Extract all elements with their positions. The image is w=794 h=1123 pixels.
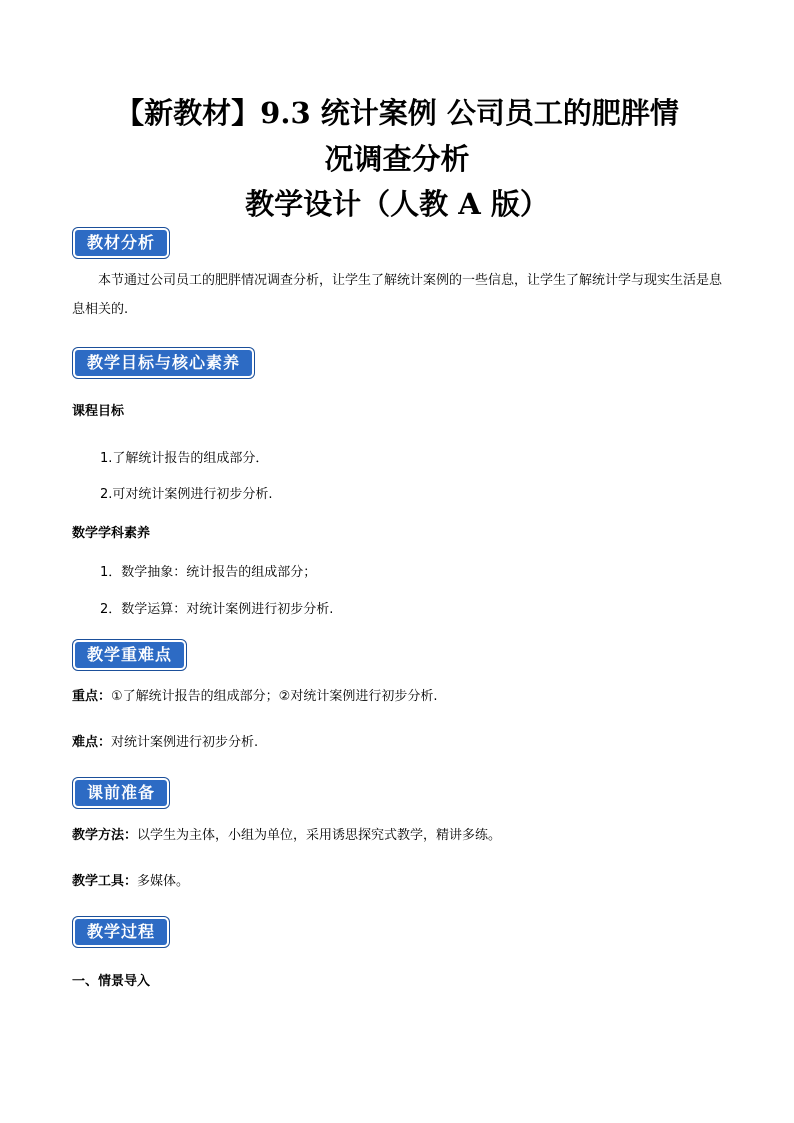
- teaching-method-text: 以学生为主体，小组为单位，采用诱思探究式教学，精讲多练。: [137, 828, 502, 843]
- teaching-tools-text: 多媒体。: [137, 874, 190, 889]
- section-badge-preparation: 课前准备: [75, 780, 167, 806]
- section-badge-objectives: 教学目标与核心素养: [75, 350, 252, 376]
- key-point-text: ①了解统计报告的组成部分；②对统计案例进行初步分析.: [111, 689, 438, 704]
- key-point-label: 重点：: [72, 689, 112, 704]
- teaching-method-row: [72, 827, 501, 845]
- difficulty-row: [72, 734, 258, 752]
- document-title-line-1: 【新教材】9.3 统计案例 公司员工的肥胖情: [115, 96, 679, 130]
- key-point-row: [72, 688, 437, 706]
- literacy-heading: 数学学科素养: [72, 526, 151, 541]
- teaching-tools-label: 教学工具：: [72, 874, 138, 889]
- section-badge-key-points: 教学重难点: [75, 642, 184, 668]
- course-goal-heading: 课程目标: [72, 404, 125, 419]
- teaching-tools-row: [72, 873, 189, 891]
- section-badge-material-analysis: 教材分析: [75, 230, 167, 256]
- literacy-item-1: 1．数学抽象：统计报告的组成部分；: [100, 565, 317, 580]
- process-step-1: 一、情景导入: [72, 974, 151, 989]
- difficulty-label: 难点：: [72, 735, 112, 750]
- difficulty-text: 对统计案例进行初步分析.: [111, 735, 259, 750]
- teaching-method-label: 教学方法：: [72, 828, 138, 843]
- literacy-item-2: 2．数学运算：对统计案例进行初步分析.: [100, 602, 334, 617]
- section-badge-process: 教学过程: [75, 919, 167, 945]
- document-title-line-3: 教学设计（人教 A 版）: [245, 187, 549, 221]
- course-goal-item-1: 1.了解统计报告的组成部分．: [100, 451, 269, 466]
- document-title-line-2: 况调查分析: [324, 142, 470, 176]
- course-goal-item-2: 2.可对统计案例进行初步分析.: [100, 487, 273, 502]
- material-analysis-text: 本节通过公司员工的肥胖情况调查分析，让学生了解统计案例的一些信息，让学生了解统计学与现实生活是息息相关的.: [72, 273, 723, 317]
